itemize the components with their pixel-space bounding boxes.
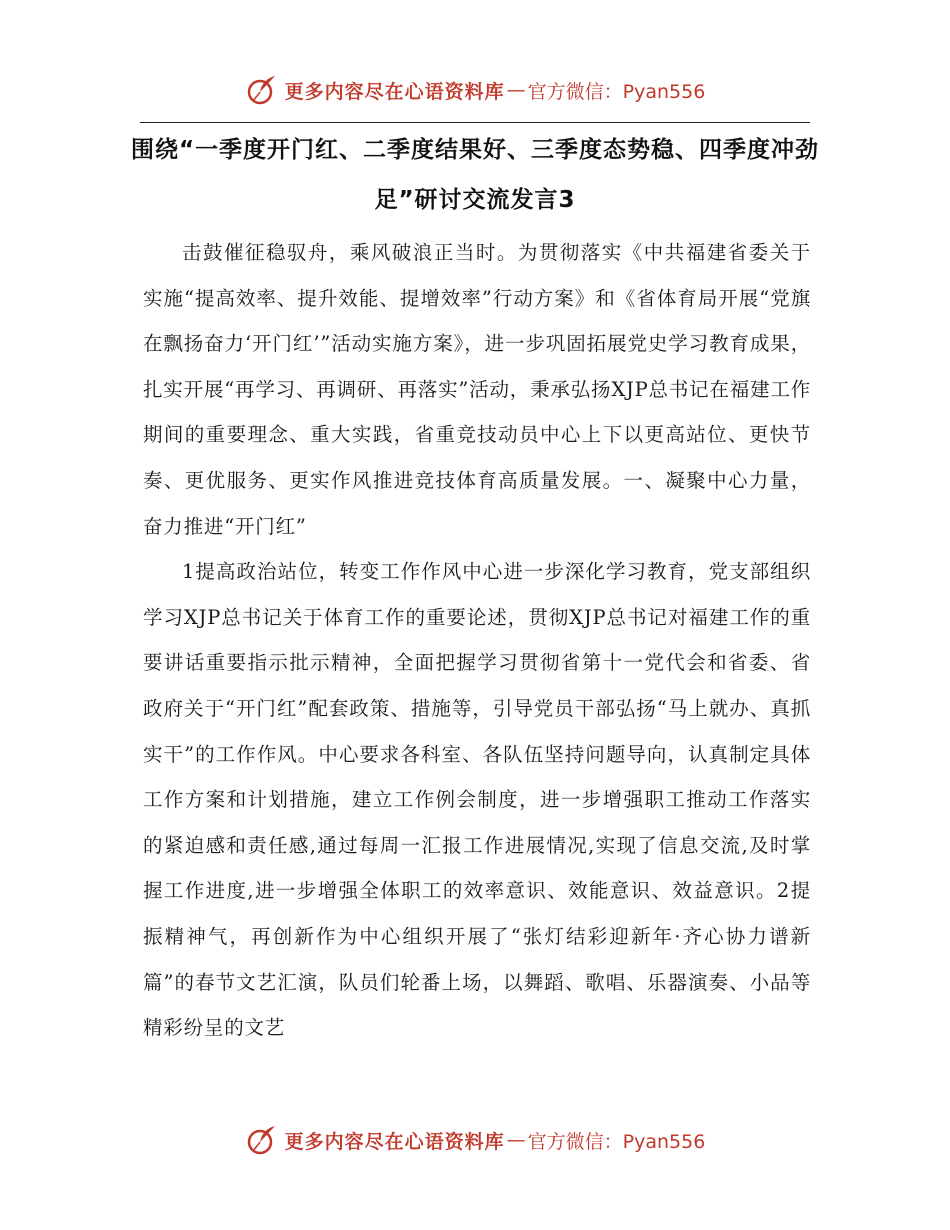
document-title: 围绕“一季度开门红、二季度结果好、三季度态势稳、四季度冲劲足”研讨交流发言3 xyxy=(130,137,820,213)
header-divider xyxy=(140,122,810,123)
header-banner xyxy=(0,70,950,110)
feather-pen-logo-icon xyxy=(245,73,279,107)
banner-separator: — xyxy=(506,1129,526,1151)
document-body xyxy=(143,230,811,1051)
paragraph: 击鼓催征稳驭舟，乘风破浪正当时。为贯彻落实《中共福建省委关于实施“提高效率、提升效能、提增效率”行动方案》和《省体育局开展“党旗在飘扬奋力‘开门红’”活动实施方案》，进一步巩固拓展党史学习教育成果，扎实开展“再学习、再调研、再落实”活动，秉承弘扬XJP总书记在福建工作期间的重要理念、重大实践，省重竞技动员中心上下以更高站位、更快节奏、更优服务、更实作风推进竞技体育高质量发展。一、凝聚中心力量，奋力推进“开门红” xyxy=(143,241,811,538)
banner-separator: — xyxy=(506,79,526,101)
feather-pen-logo-icon xyxy=(245,1123,279,1157)
banner-slogan: 更多内容尽在心语资料库 xyxy=(284,1130,505,1153)
banner-contact: 官方微信：Pyan556 xyxy=(527,80,706,103)
banner-contact: 官方微信：Pyan556 xyxy=(527,1130,706,1153)
banner-slogan: 更多内容尽在心语资料库 xyxy=(284,80,505,103)
paragraph: 1提高政治站位，转变工作作风中心进一步深化学习教育，党支部组织学习XJP总书记关于体育工作的重要论述，贯彻XJP总书记对福建工作的重要讲话重要指示批示精神，全面把握学习贯彻省第十一党代会和省委、省政府关于“开门红”配套政策、措施等，引导党员干部弘扬“马上就办、真抓实干”的工作作风。中心要求各科室、各队伍坚持问题导向，认真制定具体工作方案和计划措施，建立工作例会制度，进一步增强职工推动工作落实的紧迫感和责任感,通过每周一汇报工作进展情况,实现了信息交流,及时掌握工作进度,进一步增强全体职工的效率意识、效能意识、效益意识。2提振精神气，再创新作为中心组织开展了“张灯结彩迎新年·齐心协力谱新篇”的春节文艺汇演，队员们轮番上场，以舞蹈、歌唱、乐器演奏、小品等精彩纷呈的文艺 xyxy=(143,560,811,1040)
footer-banner xyxy=(0,1120,950,1160)
